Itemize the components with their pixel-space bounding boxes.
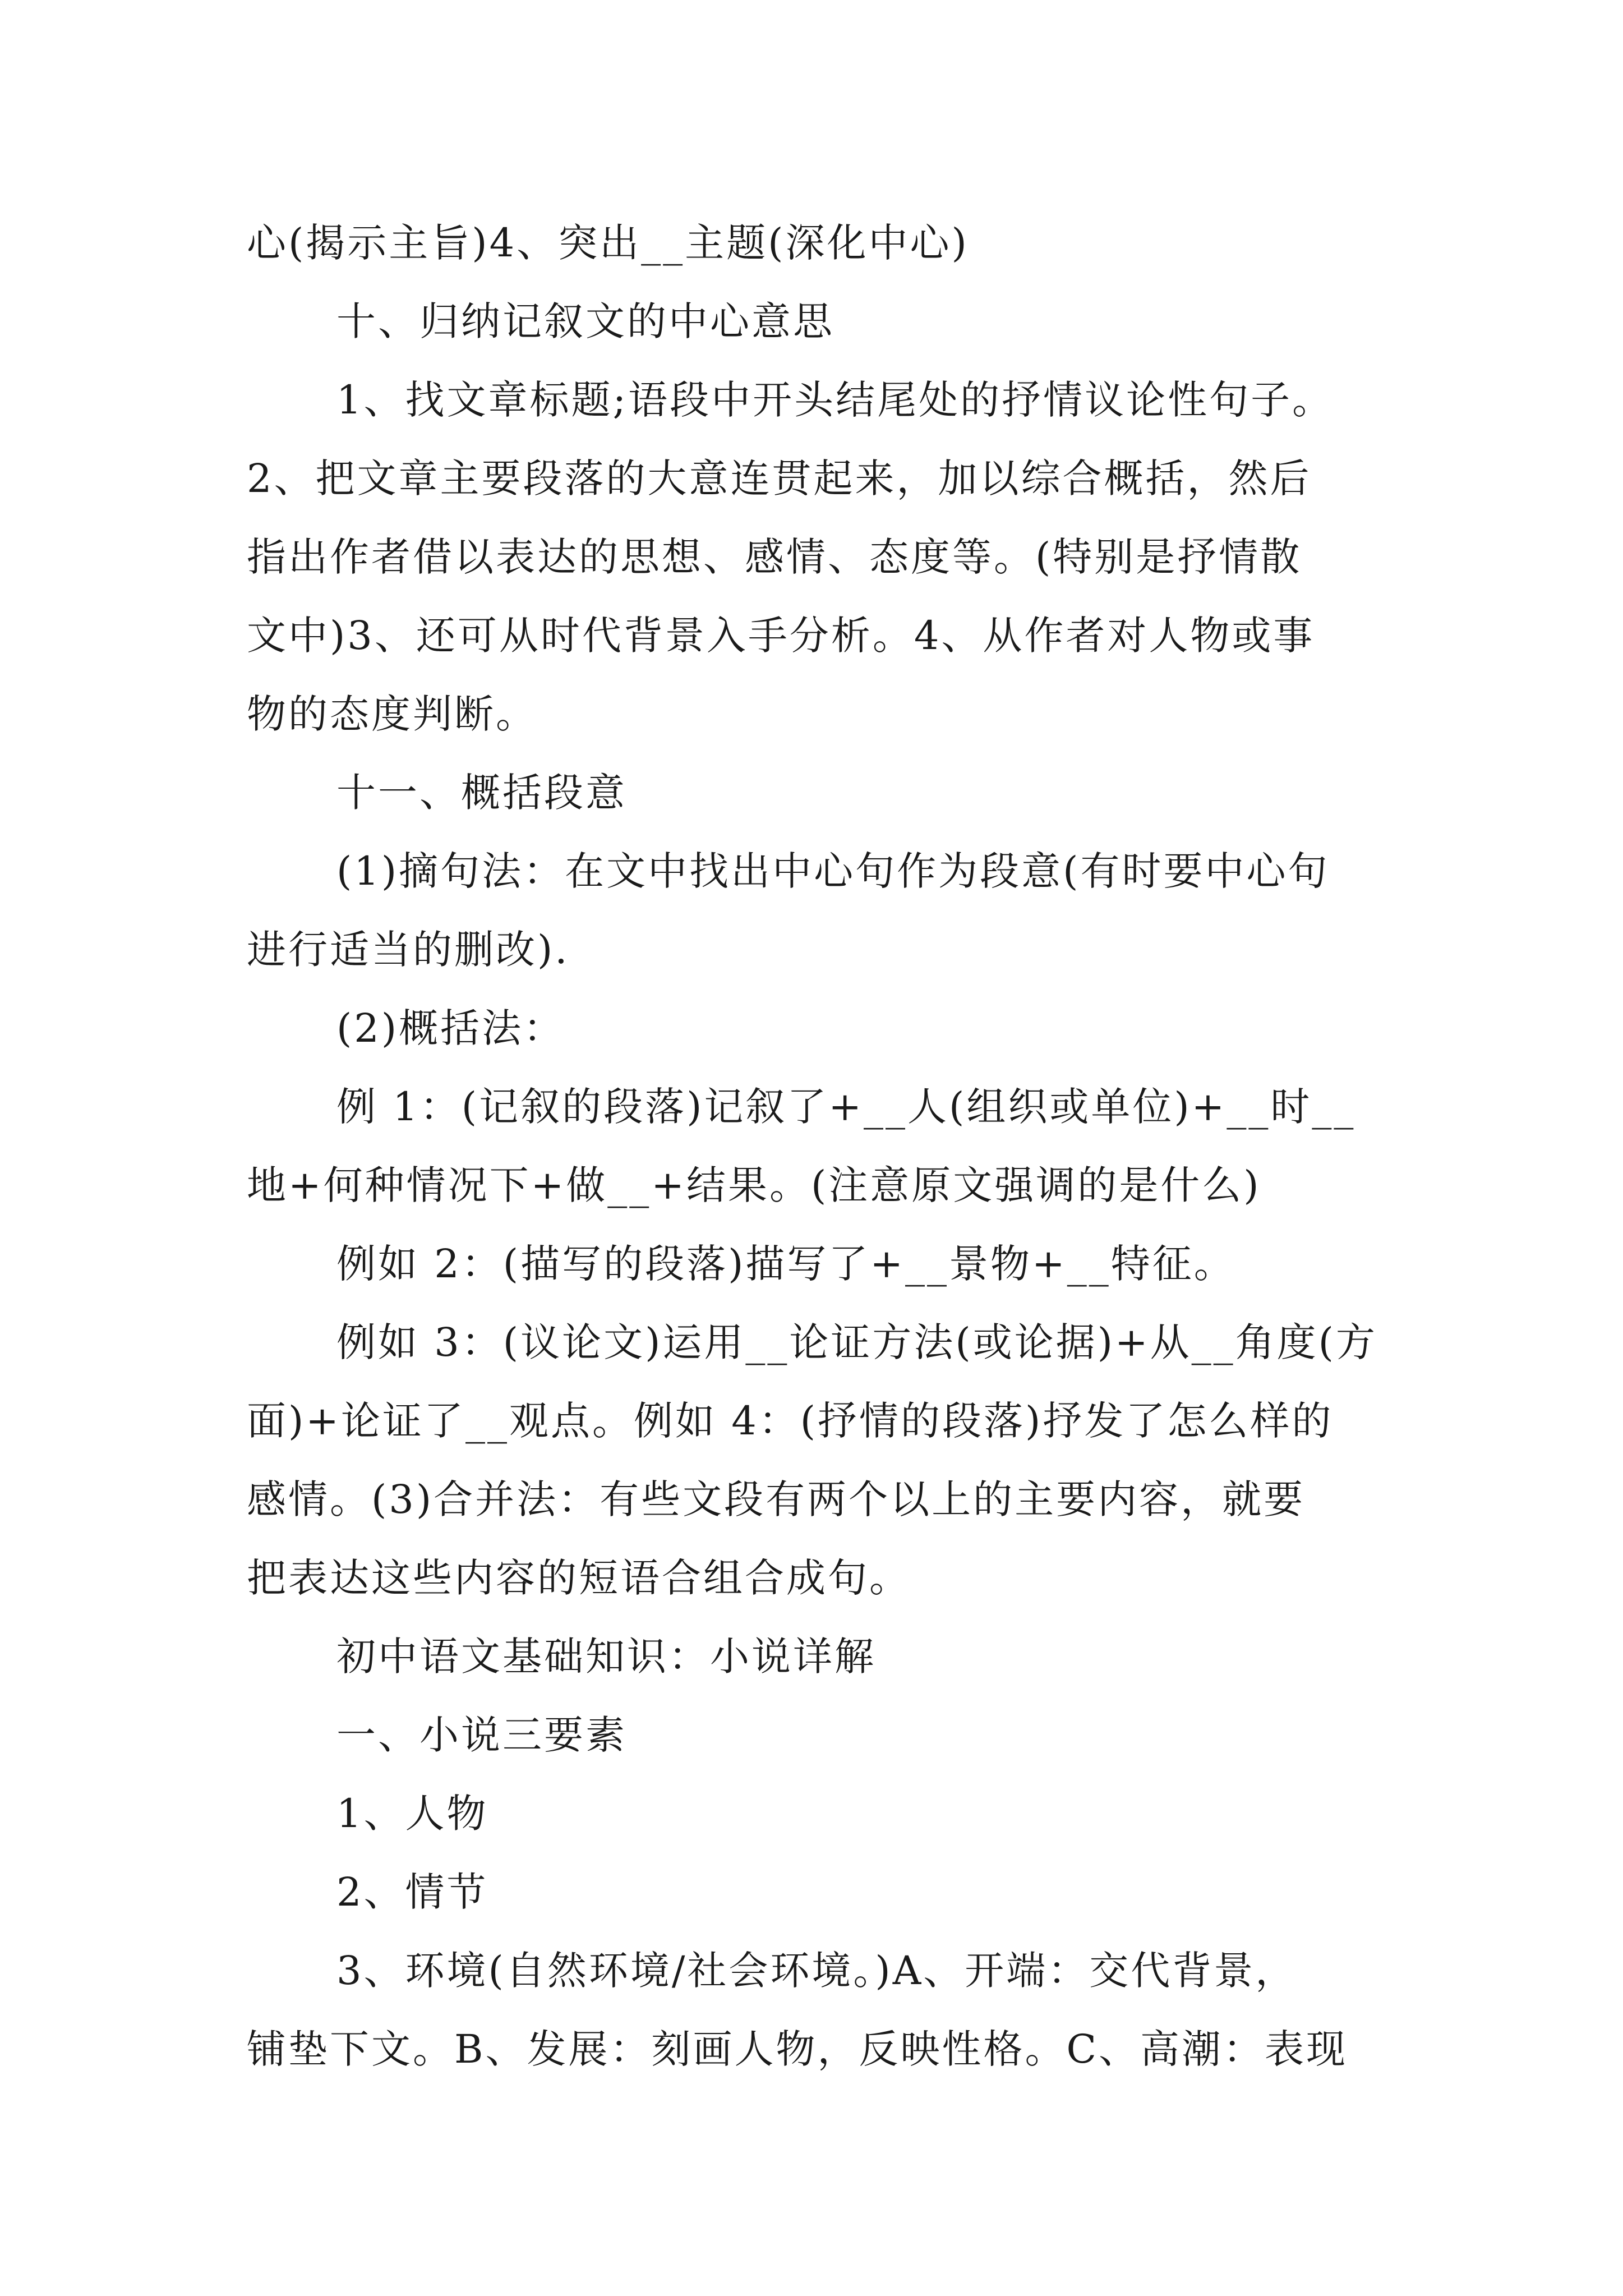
list-item: 1、人物 <box>336 1791 488 1837</box>
text-line: 地+何种情况下+做__+结果。(注意原文强调的是什么) <box>247 1162 1261 1208</box>
text-line: 感情。(3)合并法：有些文段有两个以上的主要内容，就要 <box>247 1476 1306 1522</box>
section-heading: 一、小说三要素 <box>336 1712 627 1758</box>
text-line: 心(揭示主旨)4、突出__主题(深化中心) <box>247 220 969 266</box>
section-heading: 初中语文基础知识：小说详解 <box>336 1634 876 1680</box>
text-line: (1)摘句法：在文中找出中心句作为段意(有时要中心句 <box>336 848 1330 894</box>
text-line: 例如 3：(议论文)运用__论证方法(或论据)+从__角度(方 <box>336 1319 1377 1365</box>
text-line: 3、环境(自然环境/社会环境。)A、开端：交代背景， <box>336 1948 1297 1994</box>
text-line: 例 1：(记叙的段落)记叙了+__人(组织或单位)+__时__ <box>336 1084 1356 1130</box>
text-line: 例如 2：(描写的段落)描写了+__景物+__特征。 <box>336 1241 1235 1287</box>
list-item: 2、情节 <box>336 1869 488 1915</box>
text-line: 指出作者借以表达的思想、感情、态度等。(特别是抒情散 <box>247 534 1302 580</box>
text-line: 铺垫下文。B、发展：刻画人物，反映性格。C、高潮：表现 <box>247 2026 1348 2072</box>
text-line: (2)概括法： <box>336 1005 565 1051</box>
text-line: 把表达这些内容的短语合组合成句。 <box>247 1555 911 1601</box>
section-heading: 十一、概括段意 <box>336 770 627 816</box>
text-line: 面)+论证了__观点。例如 4：(抒情的段落)抒发了怎么样的 <box>247 1398 1334 1444</box>
text-line: 文中)3、还可从时代背景入手分析。4、从作者对人物或事 <box>247 613 1315 659</box>
section-heading: 十、归纳记叙文的中心意思 <box>336 298 834 344</box>
text-line: 2、把文章主要段落的大意连贯起来，加以综合概括，然后 <box>247 455 1312 501</box>
text-line: 1、找文章标题;语段中开头结尾处的抒情议论性句子。 <box>336 377 1334 423</box>
text-line: 进行适当的删改). <box>247 927 570 973</box>
text-line: 物的态度判断。 <box>247 691 537 737</box>
